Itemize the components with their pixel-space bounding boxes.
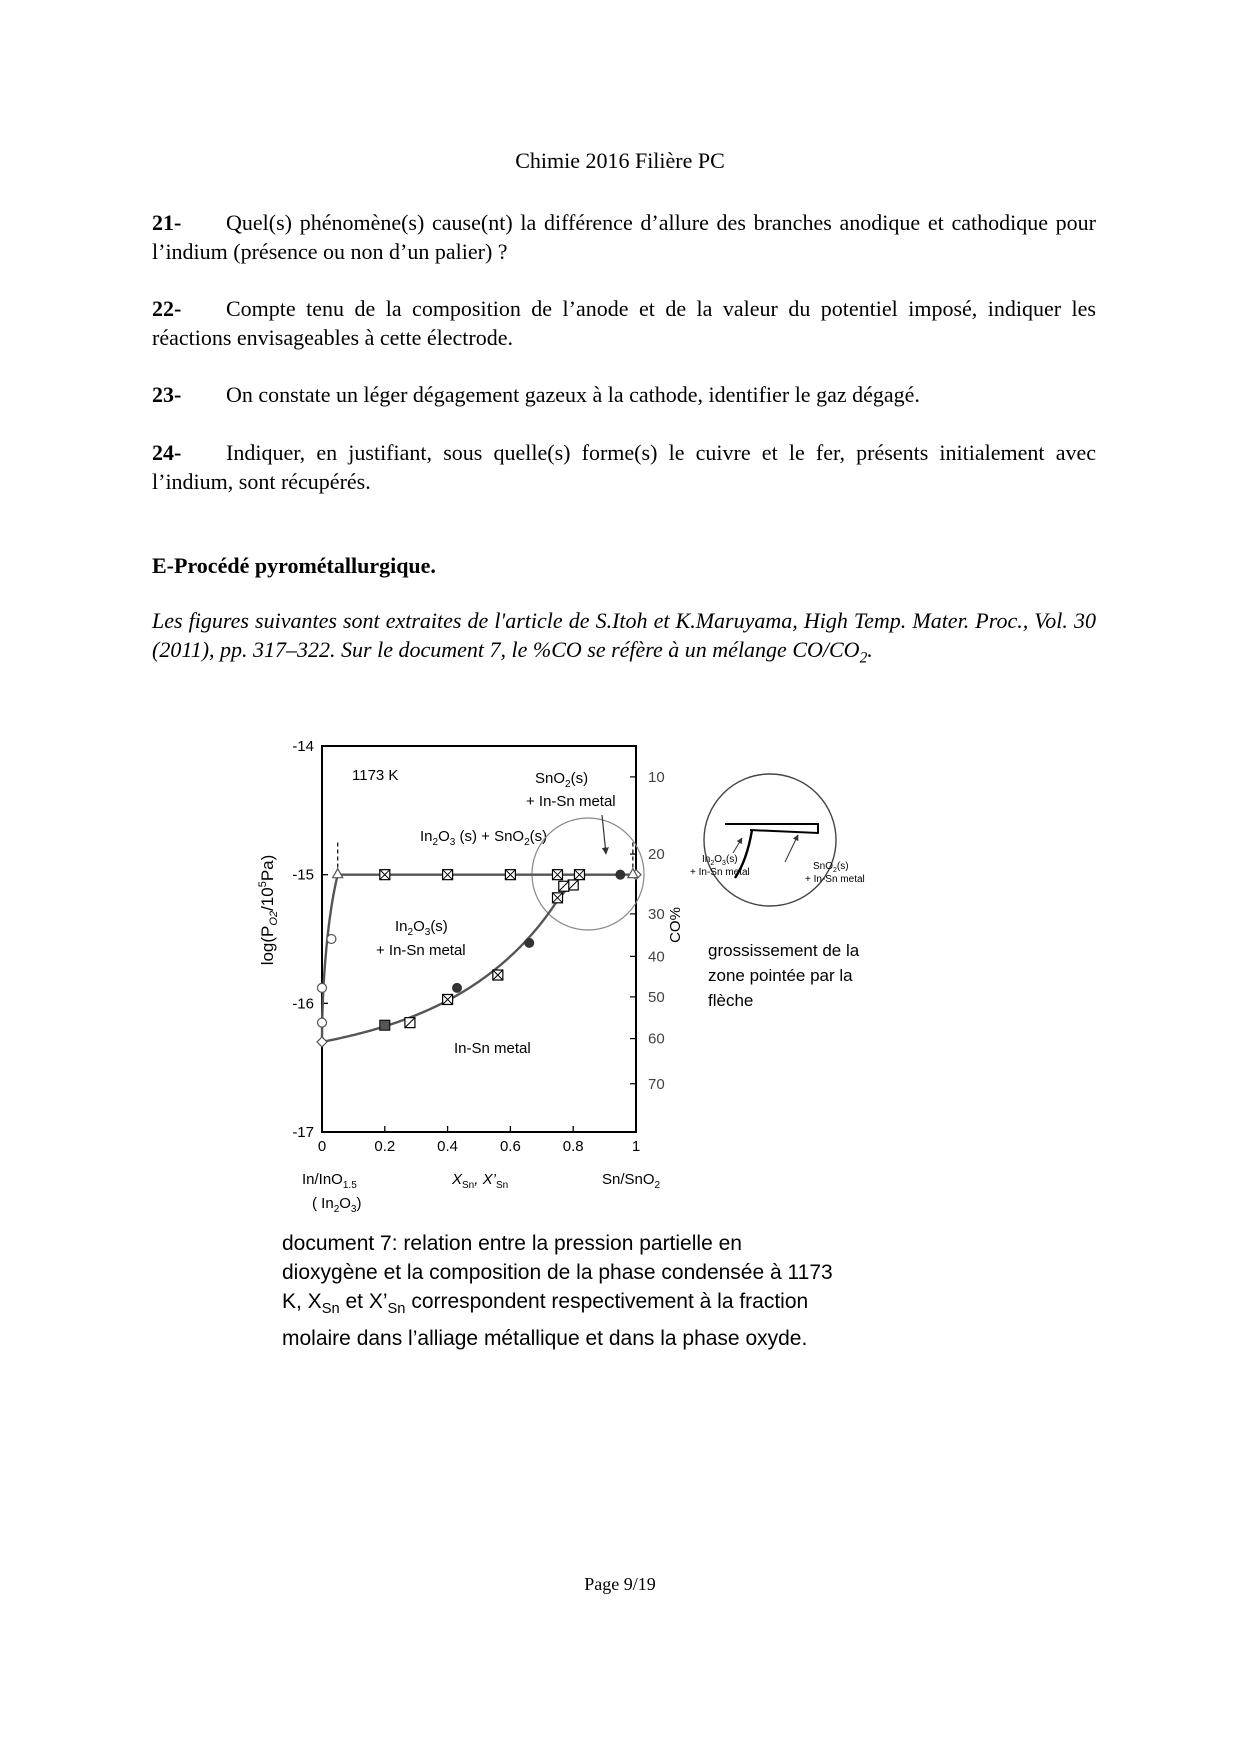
x-tick-label: 0.4 bbox=[437, 1138, 459, 1155]
x-end-label-left: In/InO$_{1.5}$ bbox=[302, 1171, 357, 1191]
intro-paragraph bbox=[152, 606, 1096, 672]
data-point-filled-circle bbox=[452, 983, 462, 993]
region-label-in2o3-metal: + In-Sn metal bbox=[376, 942, 466, 959]
question-number: 24- bbox=[152, 440, 182, 465]
zoom-arrow-left bbox=[733, 838, 742, 853]
region-label-sno2: SnO$_2$(s) bbox=[535, 770, 589, 790]
data-point-open-circle bbox=[318, 1018, 327, 1027]
region-label-sno2-metal: + In-Sn metal bbox=[526, 793, 616, 810]
question-text: Indiquer, en justifiant, sous quelle(s) forme(s) le cuivre et le fer, présents initialement avec l’indium, sont récupérés. bbox=[152, 440, 1096, 494]
region-label-insn-metal: In-Sn metal bbox=[454, 1040, 531, 1057]
question-text: Quel(s) phénomène(s) cause(nt) la différence d’allure des branches anodique et cathodique pour l’indium (présence ou non d’un palier) ? bbox=[152, 210, 1096, 264]
question-24 bbox=[152, 438, 1096, 496]
question-text: Compte tenu de la composition de l’anode et de la valeur du potentiel imposé, indiquer les réactions envisageables à cette électrode. bbox=[152, 296, 1096, 350]
region-label-in2o3: $In_2O_3(s)$ bbox=[395, 918, 448, 938]
boundary-curve-left bbox=[322, 875, 338, 1042]
caption-part-3: correspondent respectivement à la fraction molaire dans l’alliage métallique et dans la phase oxyde. bbox=[282, 1290, 809, 1351]
zoom-inset-circle bbox=[704, 774, 836, 906]
zoom-inset-line bbox=[725, 824, 818, 833]
x-tick-label: 1 bbox=[631, 1138, 641, 1155]
y2-tick-label: 50 bbox=[648, 988, 665, 1006]
question-23 bbox=[152, 380, 1096, 409]
zoom-label-left: $In_2O_3(s)$ bbox=[702, 854, 738, 867]
x-tick-label: 0.8 bbox=[562, 1138, 584, 1155]
y2-tick-label: 40 bbox=[648, 948, 665, 966]
caption-sub-1: Sn bbox=[321, 1301, 340, 1318]
data-point-open-circle bbox=[318, 983, 327, 992]
caption-sub-2: Sn bbox=[387, 1301, 406, 1318]
question-22 bbox=[152, 294, 1096, 352]
data-point-filled-square bbox=[380, 1020, 390, 1030]
section-title: E-Procédé pyrométallurgique. bbox=[152, 553, 436, 578]
x-tick-label: 0 bbox=[317, 1138, 327, 1155]
intro-sub: 2 bbox=[859, 649, 868, 667]
data-point-open-diamond bbox=[317, 1037, 327, 1047]
y-tick-label: -15 bbox=[292, 866, 314, 884]
intro-end: . bbox=[867, 637, 873, 662]
y-tick-label: -16 bbox=[292, 995, 314, 1013]
intro-text: Les figures suivantes sont extraites de l'article de S.Itoh et K.Maruyama, High Temp. Mater. Proc., Vol. 30 (2011), pp. 317–322. Sur le document 7, le %CO se réfère à un mélange CO/CO bbox=[152, 608, 1096, 662]
zoom-label-left-2: + In-Sn metal bbox=[690, 867, 750, 878]
region-label-in2o3-sno2: $In_2O_3$ (s) + SnO$_2$(s) bbox=[420, 828, 548, 848]
page-footer: Page 9/19 bbox=[584, 1574, 656, 1594]
y-tick-label: -14 bbox=[292, 738, 314, 755]
y2-tick-label: 60 bbox=[648, 1030, 665, 1048]
y2-axis-label: CO% bbox=[667, 907, 684, 943]
x-tick-label: 0.6 bbox=[499, 1138, 521, 1155]
y-axis-label: $\log(P_{O2}/10^5Pa)$ bbox=[257, 854, 280, 966]
data-point-open-circle bbox=[327, 935, 336, 944]
caption-part-1: document 7: relation entre la pression partielle en dioxygène et la composition de la phase condensée à 1173 K, X bbox=[282, 1232, 833, 1313]
question-number: 23- bbox=[152, 382, 182, 407]
question-number: 22- bbox=[152, 296, 182, 321]
y-tick-label: -17 bbox=[292, 1124, 314, 1141]
zoom-inset bbox=[690, 774, 865, 906]
y2-tick-label: 70 bbox=[648, 1075, 665, 1093]
y2-tick-label: 10 bbox=[648, 768, 665, 786]
zoom-label-right-2: + In-Sn metal bbox=[805, 874, 865, 885]
y2-tick-label: 20 bbox=[648, 846, 665, 864]
zoom-note: grossissement de la zone pointée par la flèche bbox=[708, 941, 860, 1010]
zoom-arrow-right bbox=[785, 835, 798, 862]
question-21 bbox=[152, 208, 1096, 266]
data-point-filled-circle bbox=[524, 938, 534, 948]
x-axis-label: $X_{Sn}$, $X’_{Sn}$ bbox=[452, 1171, 509, 1191]
question-text: On constate un léger dégagement gazeux à la cathode, identifier le gaz dégagé. bbox=[226, 382, 920, 407]
data-point-open-triangle bbox=[333, 869, 343, 878]
caption-part-2: et X’ bbox=[339, 1290, 388, 1313]
zoom-label-right: SnO$_2$(s) bbox=[813, 861, 849, 874]
page-header: Chimie 2016 Filière PC bbox=[515, 148, 725, 173]
x-end-label-right: Sn/SnO$_2$ bbox=[602, 1171, 661, 1191]
figure-caption bbox=[282, 1229, 842, 1353]
question-number: 21- bbox=[152, 210, 182, 235]
x-tick-label: 0.2 bbox=[374, 1138, 396, 1155]
x-end-label-left-2: ( $In_2O_3$) bbox=[312, 1195, 362, 1215]
y2-tick-label: 30 bbox=[648, 905, 665, 923]
data-point-filled-circle bbox=[615, 870, 625, 880]
temperature-label: 1173 K bbox=[352, 767, 399, 784]
